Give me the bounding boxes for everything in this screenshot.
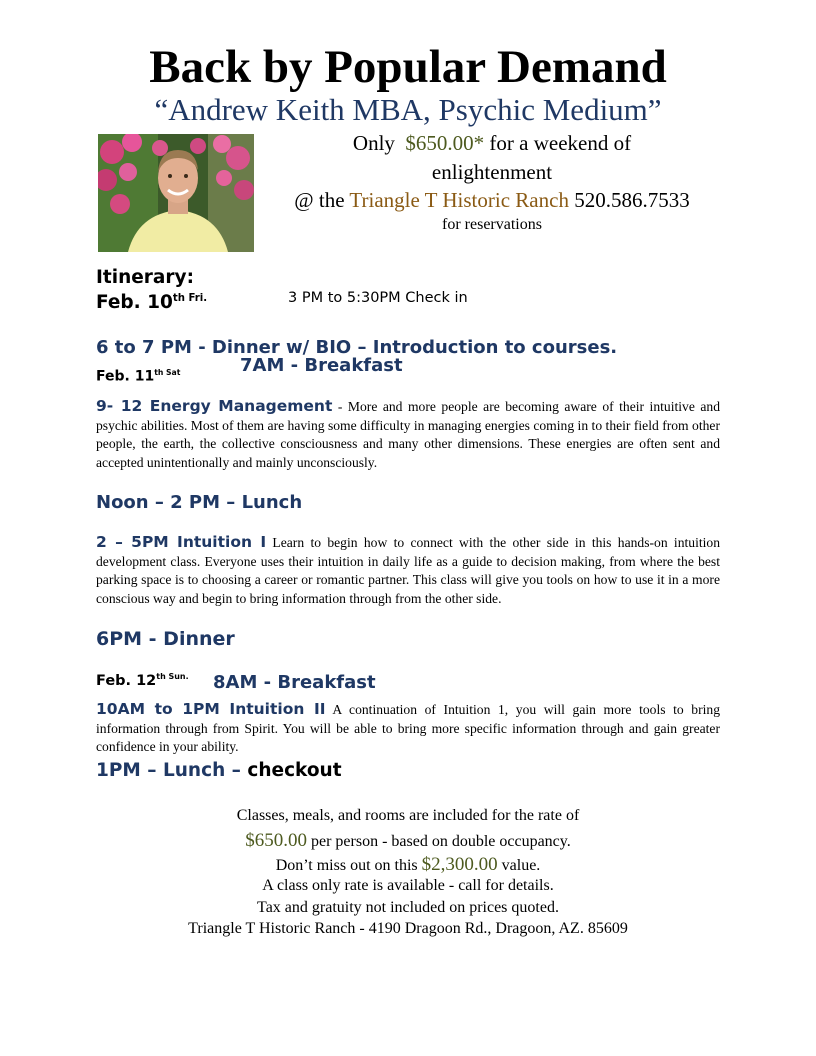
offer-line-1 [262,131,722,156]
footer-line-1: Classes, meals, and rooms are included for the rate of [236,807,580,824]
feb12-sup: th Sun. [156,672,189,681]
feb10-date [96,292,207,313]
offer-ranch: Triangle T Historic Ranch [349,188,569,212]
footer-line-4: A class only rate is available - call for details. [262,877,554,894]
feb12-breakfast: 8AM - Breakfast [213,672,376,693]
offer-enlightenment: enlightenment [431,160,553,184]
page-title: Back by Popular Demand [149,41,667,93]
dinner-bio: 6 to 7 PM - Dinner w/ BIO – Introduction to courses. [96,337,618,358]
footer-line-2 [0,830,816,852]
itinerary-heading: Itinerary: [96,267,194,288]
energy-management-lead: 9- 12 Energy Management [96,397,333,415]
footer-line-2-rest: per person - based on double occupancy. [306,833,571,850]
intuition-1-lead: 2 – 5PM Intuition I [96,533,267,551]
feb11-date-text: Feb. 11 [96,368,155,385]
feb10-checkin: 3 PM to 5:30PM Check in [288,290,468,306]
feb11-date [96,368,180,385]
footer-line-3-start: Don’t miss out on this [275,857,422,874]
intuition-2-text: A continuation of Intuition 1, you will gain more tools to bring information through from Spirit. You will be able to bring more specific information through and gain greater confidence in your ability. [96,702,720,755]
footer-value: $2,300.00 [421,854,498,875]
footer-line-3 [0,854,816,876]
offer-line-3 [262,188,722,213]
feb11-breakfast: 7AM - Breakfast [240,355,403,376]
offer-phone: 520.586.7533 [574,188,690,212]
feb12-date [96,672,189,689]
intuition-1-text: Learn to begin how to connect with the other side in this hands-on intuition development class. Everyone uses their intuition in daily life as a guide to decision making, from where the best parking space is to choosing a career or romantic partner. This class will give you tools on how to use it in a more conscious way and begin to bring information through from the other side. [96,535,721,606]
noon-lunch: Noon – 2 PM – Lunch [96,492,303,513]
intuition-2-lead: 10AM to 1PM Intuition II [96,700,326,718]
intuition-1-paragraph [96,533,720,608]
lunch-1pm: 1PM – Lunch – [96,760,241,781]
energy-management-text: - More and more people are becoming aware of their intuitive and psychic abilities. Most of them are having some difficulty in managing energies coming in to their field from other people, the earth, the collective consciousness and many other dimensions. These energies are often sent and accepted unintentionally and mainly unconsciously. [96,399,720,470]
energy-management-paragraph [96,397,720,472]
dinner-6pm: 6PM - Dinner [96,628,235,650]
footer-price: $650.00 [245,830,307,851]
footer-line-3-end: value. [497,857,541,874]
portrait-photo [98,134,254,252]
intuition-2-paragraph [96,700,720,757]
feb10-date-text: Feb. 10 [96,292,173,313]
feb10-sup: th Fri. [172,292,208,304]
offer-at: @ the [294,188,345,212]
offer-price: $650.00* [405,131,485,155]
feb12-date-text: Feb. 12 [96,672,157,689]
footer-line-5: Tax and gratuity not included on prices quoted. [257,899,559,916]
feb11-sup: th Sat [154,368,181,377]
offer-reservations: for reservations [442,216,542,233]
checkout: checkout [247,760,342,781]
offer-for-weekend: for a weekend of [489,131,632,155]
page-subtitle: “Andrew Keith MBA, Psychic Medium” [154,92,662,127]
footer-address: Triangle T Historic Ranch - 4190 Dragoon Rd., Dragoon, AZ. 85609 [188,920,628,937]
offer-only: Only [352,131,395,155]
lunch-checkout [96,760,342,781]
